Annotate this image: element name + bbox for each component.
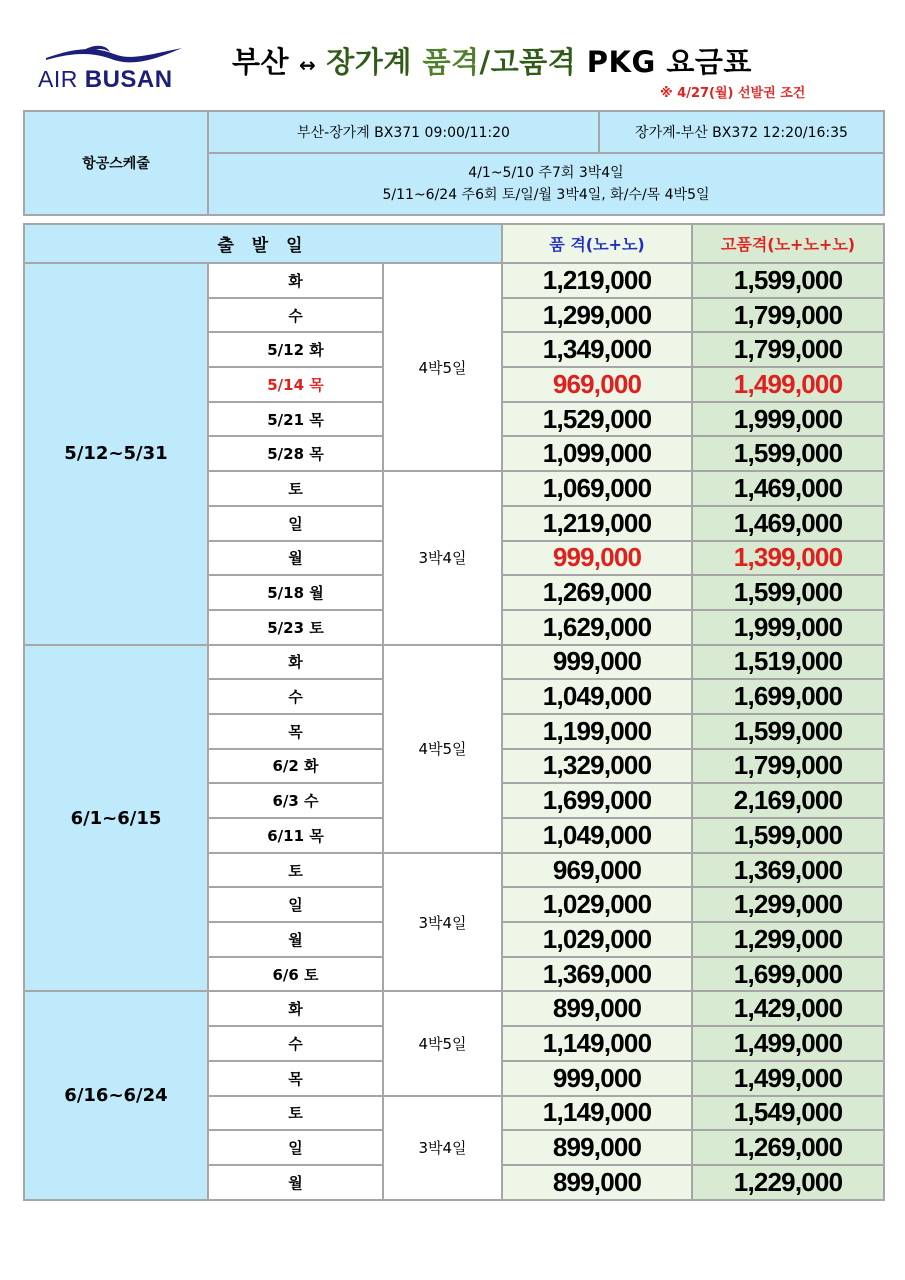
departure-day-cell: 5/18 월 — [208, 575, 383, 610]
departure-day-cell: 화 — [208, 645, 383, 680]
standard-price-cell: 1,069,000 — [502, 471, 692, 506]
departure-day-cell: 6/2 화 — [208, 749, 383, 784]
standard-price-cell: 1,029,000 — [502, 887, 692, 922]
premium-price-cell: 2,169,000 — [692, 783, 884, 818]
trip-duration-cell: 3박4일 — [383, 471, 502, 644]
logo-text: AIR BUSAN — [38, 66, 173, 93]
premium-price-cell: 1,599,000 — [692, 436, 884, 471]
standard-price-cell: 1,049,000 — [502, 818, 692, 853]
premium-price-cell: 1,599,000 — [692, 714, 884, 749]
standard-price-cell: 999,000 — [502, 1061, 692, 1096]
table-row — [24, 263, 884, 298]
premium-price-cell: 1,799,000 — [692, 332, 884, 367]
premium-price-cell: 1,299,000 — [692, 887, 884, 922]
premium-price-cell: 1,519,000 — [692, 645, 884, 680]
header-standard-price: 품 격(노+노) — [502, 224, 692, 263]
standard-price-cell: 1,219,000 — [502, 263, 692, 298]
standard-price-cell: 1,219,000 — [502, 506, 692, 541]
period-cell: 6/1~6/15 — [24, 645, 208, 992]
standard-price-cell: 1,099,000 — [502, 436, 692, 471]
header-premium-price: 고품격(노+노+노) — [692, 224, 884, 263]
departure-day-cell: 월 — [208, 1165, 383, 1200]
departure-day-cell: 월 — [208, 922, 383, 957]
air-busan-logo — [38, 44, 188, 96]
departure-day-cell: 6/6 토 — [208, 957, 383, 992]
flight-schedule-table — [23, 110, 885, 216]
standard-price-cell: 1,199,000 — [502, 714, 692, 749]
departure-day-cell: 토 — [208, 1096, 383, 1131]
premium-price-cell: 1,229,000 — [692, 1165, 884, 1200]
departure-day-cell: 일 — [208, 887, 383, 922]
standard-price-cell: 999,000 — [502, 645, 692, 680]
departure-day-cell: 화 — [208, 991, 383, 1026]
standard-price-cell: 1,369,000 — [502, 957, 692, 992]
table-row — [24, 991, 884, 1026]
flight-frequency — [208, 153, 884, 215]
standard-price-cell: 969,000 — [502, 367, 692, 402]
schedule-label: 항공스케줄 — [24, 111, 208, 215]
trip-duration-cell: 4박5일 — [383, 991, 502, 1095]
premium-price-cell: 1,499,000 — [692, 367, 884, 402]
premium-price-cell: 1,369,000 — [692, 853, 884, 888]
trip-duration-cell: 3박4일 — [383, 853, 502, 992]
standard-price-cell: 1,149,000 — [502, 1096, 692, 1131]
page-title: 부산 ↔ 장가계 품격/고품격 PKG 요금표 — [232, 45, 752, 79]
premium-price-cell: 1,299,000 — [692, 922, 884, 957]
period-cell: 6/16~6/24 — [24, 991, 208, 1199]
premium-price-cell: 1,999,000 — [692, 610, 884, 645]
premium-price-cell: 1,799,000 — [692, 749, 884, 784]
standard-price-cell: 999,000 — [502, 541, 692, 576]
departure-day-cell: 수 — [208, 1026, 383, 1061]
premium-price-cell: 1,599,000 — [692, 575, 884, 610]
departure-day-cell: 수 — [208, 298, 383, 333]
table-row — [24, 645, 884, 680]
departure-day-cell: 5/12 화 — [208, 332, 383, 367]
standard-price-cell: 899,000 — [502, 1130, 692, 1165]
premium-price-cell: 1,599,000 — [692, 263, 884, 298]
standard-price-cell: 899,000 — [502, 991, 692, 1026]
premium-price-cell: 1,699,000 — [692, 957, 884, 992]
standard-price-cell: 1,349,000 — [502, 332, 692, 367]
standard-price-cell: 1,329,000 — [502, 749, 692, 784]
premium-price-cell: 1,429,000 — [692, 991, 884, 1026]
trip-duration-cell: 4박5일 — [383, 263, 502, 471]
standard-price-cell: 899,000 — [502, 1165, 692, 1200]
trip-duration-cell: 3박4일 — [383, 1096, 502, 1200]
premium-price-cell: 1,469,000 — [692, 506, 884, 541]
departure-day-cell: 토 — [208, 853, 383, 888]
departure-day-cell: 일 — [208, 1130, 383, 1165]
inbound-flight: 장가계-부산 BX372 12:20/16:35 — [599, 111, 884, 153]
standard-price-cell: 1,049,000 — [502, 679, 692, 714]
outbound-flight: 부산-장가계 BX371 09:00/11:20 — [208, 111, 599, 153]
premium-price-cell: 1,599,000 — [692, 818, 884, 853]
departure-day-cell: 5/23 토 — [208, 610, 383, 645]
standard-price-cell: 969,000 — [502, 853, 692, 888]
premium-price-cell: 1,699,000 — [692, 679, 884, 714]
departure-day-cell: 목 — [208, 1061, 383, 1096]
standard-price-cell: 1,699,000 — [502, 783, 692, 818]
trip-duration-cell: 4박5일 — [383, 645, 502, 853]
premium-price-cell: 1,499,000 — [692, 1026, 884, 1061]
premium-price-cell: 1,399,000 — [692, 541, 884, 576]
departure-day-cell: 6/11 목 — [208, 818, 383, 853]
premium-price-cell: 1,469,000 — [692, 471, 884, 506]
premium-price-cell: 1,999,000 — [692, 402, 884, 437]
departure-day-cell: 월 — [208, 541, 383, 576]
standard-price-cell: 1,529,000 — [502, 402, 692, 437]
departure-day-cell: 일 — [208, 506, 383, 541]
bidirectional-arrow-icon: ↔ — [299, 53, 317, 77]
frequency-line-1: 4/1~5/10 주7회 3박4일 — [468, 165, 624, 181]
standard-price-cell: 1,299,000 — [502, 298, 692, 333]
departure-day-cell: 수 — [208, 679, 383, 714]
standard-price-cell: 1,629,000 — [502, 610, 692, 645]
departure-day-cell: 화 — [208, 263, 383, 298]
departure-day-cell: 5/21 목 — [208, 402, 383, 437]
price-table — [23, 223, 885, 1201]
departure-day-cell: 5/28 목 — [208, 436, 383, 471]
departure-day-cell: 6/3 수 — [208, 783, 383, 818]
booking-condition-note: ※ 4/27(월) 선발권 조건 — [660, 86, 806, 101]
header-departure-date: 출 발 일 — [24, 224, 502, 263]
premium-price-cell: 1,799,000 — [692, 298, 884, 333]
frequency-line-2: 5/11~6/24 주6회 토/일/월 3박4일, 화/수/목 4박5일 — [382, 187, 710, 203]
standard-price-cell: 1,149,000 — [502, 1026, 692, 1061]
period-cell: 5/12~5/31 — [24, 263, 208, 645]
premium-price-cell: 1,269,000 — [692, 1130, 884, 1165]
departure-day-cell: 목 — [208, 714, 383, 749]
standard-price-cell: 1,269,000 — [502, 575, 692, 610]
departure-day-cell: 토 — [208, 471, 383, 506]
premium-price-cell: 1,499,000 — [692, 1061, 884, 1096]
departure-day-cell: 5/14 목 — [208, 367, 383, 402]
standard-price-cell: 1,029,000 — [502, 922, 692, 957]
premium-price-cell: 1,549,000 — [692, 1096, 884, 1131]
